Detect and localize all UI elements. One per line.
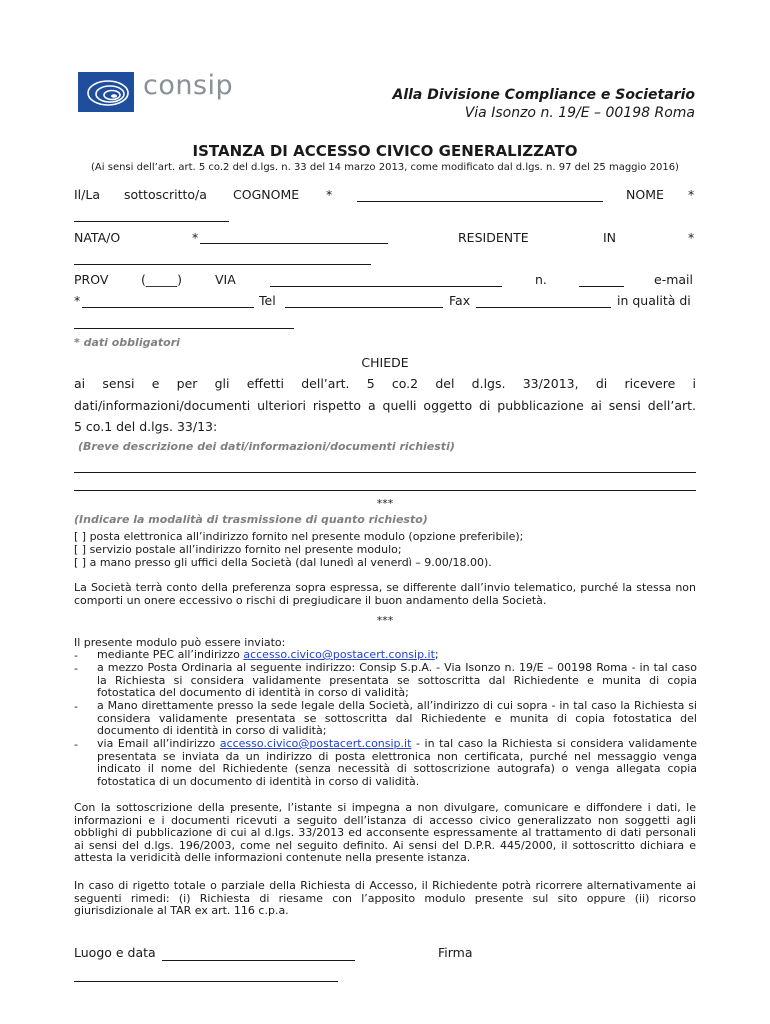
- required-star: *: [74, 293, 81, 308]
- label-residente: RESIDENTE: [458, 230, 529, 245]
- qualita-field[interactable]: [74, 328, 294, 329]
- sending-mano: a Mano direttamente presso la sede legale della Società, all’indirizzo di cui sopra - in tal caso la Richiesta si considera validamente presentata se sottoscritta dal Richiedente e munita di copia fotostatica del documento di identità in corso di validità;: [97, 699, 697, 737]
- bullet-dash: -: [74, 700, 78, 713]
- label-fax: Fax: [449, 293, 471, 308]
- sending-intro: Il presente modulo può essere inviato:: [74, 636, 286, 649]
- label-cognome: COGNOME: [233, 187, 300, 202]
- sending-posta: a mezzo Posta Ordinaria al seguente indirizzo: Consip S.p.A. - Via Isonzo n. 19/E – 00198 Roma - in tal caso la Richiesta si considera validamente presentata se sottoscritta dal Richiedente e munita di copia fotostatica del documento di identità in corso di validità;: [97, 661, 697, 699]
- email-link[interactable]: accesso.civico@postacert.consip.it: [219, 737, 412, 750]
- pec-prefix: mediante PEC all’indirizzo: [97, 648, 244, 661]
- label-email: e-mail: [654, 272, 693, 287]
- privacy-paragraph: Con la sottoscrizione della presente, l’istante si impegna a non divulgare, comunicare e diffondere i dati, le informazioni e i documenti ricevuti a seguito dell’istanza di accesso civico generalizzato non soggetti agli obblighi di pubblicazione di cui al d.lgs. 33/2013 ed acconsente espressamente al trattamento di dati personali ai sensi del d.lgs. 196/2003, come nel seguito definito. Ai sensi del D.P.R. 445/2000, il sottoscritto dichiara e attesta la veridicità delle informazioni contenute nella presente istanza.: [74, 801, 696, 864]
- logo-text: consip: [143, 70, 234, 101]
- separator: ***: [376, 497, 394, 510]
- transmission-option-pec[interactable]: [ ] posta elettronica all’indirizzo fornito nel presente modulo (opzione preferibile);: [74, 530, 524, 543]
- required-star: *: [688, 230, 695, 245]
- label-qualita: in qualità di: [617, 293, 691, 308]
- tel-field[interactable]: [285, 307, 443, 308]
- consip-logo-icon: [78, 72, 134, 112]
- description-line-2[interactable]: [74, 490, 696, 491]
- label-tel: Tel: [259, 293, 276, 308]
- chiede-line-2: dati/informazioni/documenti ulteriori rispetto a quelli oggetto di pubblicazione ai sensi dell’art.: [74, 398, 696, 413]
- label-n: n.: [535, 272, 547, 287]
- label-il-la: Il/La: [74, 187, 100, 202]
- label-nome: NOME: [626, 187, 664, 202]
- email-prefix: via Email all’indirizzo: [97, 737, 220, 750]
- pec-email-link[interactable]: accesso.civico@postacert.consip.it: [243, 648, 435, 661]
- document-subtitle: (Ai sensi dell’art. art. 5 co.2 del d.lgs. n. 33 del 14 marzo 2013, come modificato dal d.lgs. n. 97 del 25 maggio 2016): [91, 162, 679, 173]
- recipient-address: Via Isonzo n. 19/E – 00198 Roma: [464, 105, 695, 121]
- label-prov: PROV: [74, 272, 109, 287]
- description-hint: (Breve descrizione dei dati/informazioni/documenti richiesti): [78, 440, 455, 453]
- sending-pec: [97, 649, 697, 662]
- nato-field[interactable]: [200, 243, 388, 244]
- label-firma: Firma: [438, 945, 473, 960]
- residenza-field[interactable]: [74, 264, 371, 265]
- separator: ***: [376, 614, 394, 627]
- label-nato: NATA/O: [74, 230, 121, 245]
- email-field[interactable]: [82, 307, 254, 308]
- label-in: IN: [603, 230, 617, 245]
- label-luogo-data: Luogo e data: [74, 945, 156, 960]
- pec-suffix: ;: [434, 648, 439, 661]
- chiede-line-3: 5 co.1 del d.lgs. 33/13:: [74, 419, 218, 434]
- required-note: * dati obbligatori: [74, 336, 180, 349]
- chiede-heading: CHIEDE: [361, 355, 409, 370]
- luogo-data-field[interactable]: [162, 960, 355, 961]
- required-star: *: [192, 230, 199, 245]
- preference-note: La Società terrà conto della preferenza sopra espressa, se differente dall’invio telematico, purché la stessa non comporti un onere eccessivo o rischi di pregiudicare il buon andamento della Società.: [74, 581, 696, 607]
- civico-field[interactable]: [579, 286, 624, 287]
- rejection-paragraph: In caso di rigetto totale o parziale della Richiesta di Accesso, il Richiedente potrà ricorrere alternativamente ai seguenti rimedi: (i) Richiesta di riesame con l’apposito modulo presente sul sito oppure (ii) ricorso giurisdizionale al TAR ex art. 116 c.p.a.: [74, 879, 696, 917]
- recipient: Alla Divisione Compliance e Societario: [392, 87, 695, 103]
- document-title: ISTANZA DI ACCESSO CIVICO GENERALIZZATO: [192, 142, 578, 160]
- bullet-dash: -: [74, 738, 78, 751]
- nome-field[interactable]: [74, 221, 229, 222]
- email-suffix: - in tal caso la Richiesta si considera validamente presentata se inviata da un indirizzo di posta elettronica non certificata, purché nel messaggio venga indicato il nome del Richiedente (senza necessità di sottoscrizione autografa) o venga allegata copia fotostatica di un documento di identità in corso di validità.: [97, 737, 697, 788]
- firma-field[interactable]: [74, 981, 338, 982]
- transmission-heading: (Indicare la modalità di trasmissione di quanto richiesto): [74, 513, 428, 526]
- cognome-field[interactable]: [357, 201, 603, 202]
- fax-field[interactable]: [476, 307, 611, 308]
- bullet-dash: -: [74, 649, 78, 662]
- sending-email: [97, 738, 697, 788]
- transmission-option-hand[interactable]: [ ] a mano presso gli uffici della Società (dal lunedì al venerdì – 9.00/18.00).: [74, 556, 492, 569]
- consip-logo: [78, 72, 238, 112]
- label-via: VIA: [215, 272, 236, 287]
- description-line-1[interactable]: [74, 472, 696, 473]
- required-star: *: [688, 187, 695, 202]
- prov-field[interactable]: (_____): [141, 272, 183, 287]
- chiede-line-1: ai sensi e per gli effetti dell’art. 5 co.2 del d.lgs. 33/2013, di ricevere i: [74, 376, 696, 391]
- transmission-option-post[interactable]: [ ] servizio postale all’indirizzo fornito nel presente modulo;: [74, 543, 402, 556]
- label-sottoscritto: sottoscritto/a: [124, 187, 207, 202]
- bullet-dash: -: [74, 662, 78, 675]
- required-star: *: [326, 187, 333, 202]
- via-field[interactable]: [270, 286, 502, 287]
